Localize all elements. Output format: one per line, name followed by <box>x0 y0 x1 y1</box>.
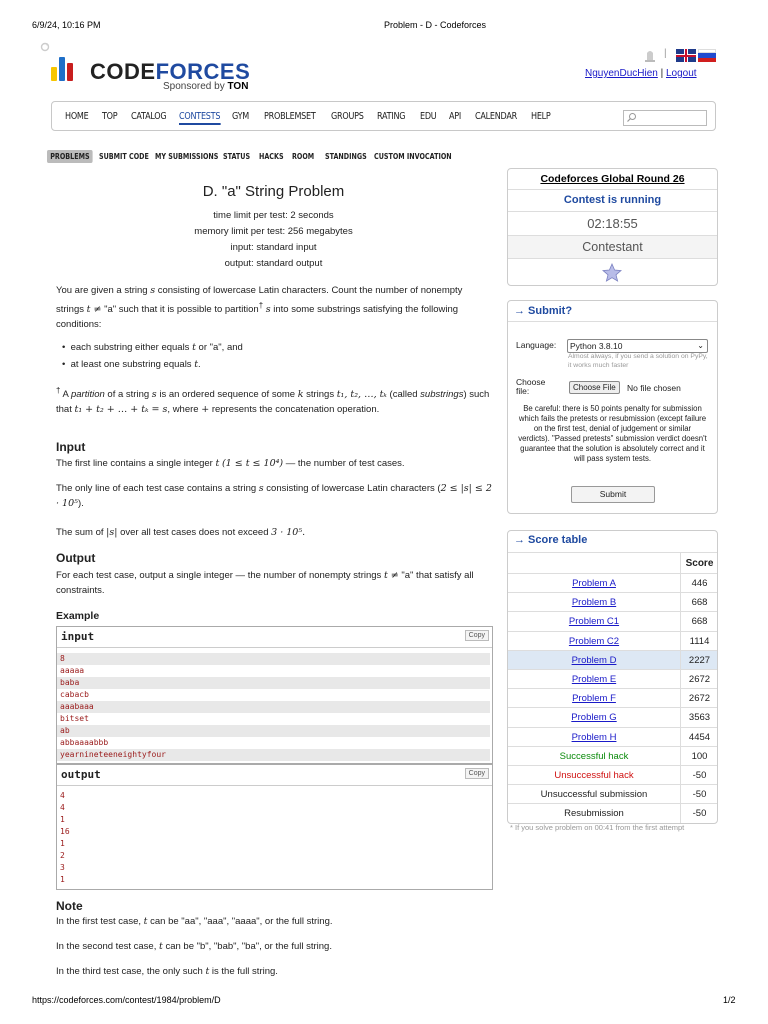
menu-gym[interactable]: GYM <box>232 111 249 122</box>
problem-title: D. "a" String Problem <box>202 183 345 200</box>
contest-role: Contestant <box>508 235 717 258</box>
score-row-name: Unsuccessful submission <box>540 789 648 801</box>
score-row-name[interactable]: Problem A <box>572 578 616 589</box>
score-row-value: 3563 <box>680 708 718 727</box>
menu-rating[interactable]: RATING <box>377 111 406 122</box>
score-footnote: * If you solve problem on 00:41 from the first attempt <box>510 823 685 832</box>
copy-output-button[interactable]: Copy <box>465 768 489 779</box>
condition-list <box>62 340 482 372</box>
list-item: • each substring either equals t or "a", and <box>62 342 243 353</box>
score-row <box>508 611 717 631</box>
reload-icon <box>40 42 50 54</box>
score-row <box>508 669 717 689</box>
notification-icon[interactable] <box>644 48 656 64</box>
print-doc-title: Problem - D - Codeforces <box>384 20 487 30</box>
print-datetime: 6/9/24, 10:16 PM <box>32 20 101 30</box>
example-output-line: 4 <box>60 791 65 800</box>
example-output-line: 2 <box>60 851 65 860</box>
example-output-label: output <box>61 768 101 781</box>
menu-contests[interactable]: CONTESTS <box>179 111 220 125</box>
memory-limit: memory limit per test: 256 megabytes <box>194 226 353 237</box>
example-output-line: 1 <box>60 839 65 848</box>
user-handle-link[interactable]: NguyenDucHien <box>585 68 658 79</box>
output-spec: output: standard output <box>224 258 323 269</box>
score-row-value: -50 <box>680 766 718 785</box>
note-line-2: In the second test case, t can be "b", "bab", "ba", or the full string. <box>56 941 332 952</box>
copy-input-button[interactable]: Copy <box>465 630 489 641</box>
menu-calendar[interactable]: CALENDAR <box>475 111 517 122</box>
print-page-number: 1/2 <box>723 995 736 1005</box>
penalty-warning: Be careful: there is 50 points penalty for submission which fails the pretests or resubmission (except failure on the first test, denial of judgement or similar verdicts). "Passed pretests" submission verdict doesn't guarantee that the solution is absolutely correct and it will pass system tests. <box>518 404 707 463</box>
score-row-name[interactable]: Problem G <box>571 712 617 724</box>
input-heading: Input <box>56 440 86 454</box>
example-output-line: 3 <box>60 863 65 872</box>
english-flag-icon[interactable] <box>676 49 696 62</box>
score-row <box>508 688 717 708</box>
menu-home[interactable]: HOME <box>65 111 89 122</box>
submenu-problems[interactable]: PROBLEMS <box>47 150 93 163</box>
score-row-value: 2672 <box>680 670 718 689</box>
example-input-line: aaabaaa <box>57 701 490 713</box>
user-links <box>585 68 697 79</box>
sponsor-line <box>163 81 248 92</box>
choose-file-button[interactable]: Choose File <box>569 381 620 394</box>
search-input[interactable] <box>623 110 707 126</box>
note-heading: Note <box>56 899 83 913</box>
score-row <box>508 573 717 593</box>
menu-problemset[interactable]: PROBLEMSET <box>264 111 316 122</box>
example-heading: Example <box>56 610 100 622</box>
submit-box <box>507 300 718 514</box>
submenu-room[interactable]: ROOM <box>292 152 315 161</box>
submit-heading[interactable]: → Submit? <box>514 305 573 317</box>
example-input-line: bitset <box>60 714 89 723</box>
score-row-value: -50 <box>680 804 718 823</box>
file-status: No file chosen <box>627 383 681 393</box>
score-row-value: 2672 <box>680 689 718 708</box>
score-row-value: 100 <box>680 747 718 766</box>
language-hint: Almost always, if you send a solution on PyPy, it works much faster <box>568 353 708 369</box>
score-row-value: 1114 <box>680 632 718 651</box>
score-row-name: Unsuccessful hack <box>554 770 634 781</box>
score-row <box>508 727 717 747</box>
score-row-name[interactable]: Problem E <box>571 674 617 685</box>
score-row <box>508 631 717 651</box>
submenu-status[interactable]: STATUS <box>223 152 251 161</box>
statement-paragraph: You are given a string s consisting of lowercase Latin characters. Count the number of nonempty strings t ≠ "a" such that it is possible to partition† s into some substrings satisfying the following conditions: <box>56 285 463 331</box>
chevron-down-icon: ⌄ <box>697 341 704 350</box>
score-row <box>508 765 717 785</box>
score-row-value: 446 <box>680 574 718 593</box>
search-icon <box>626 112 637 123</box>
contest-status: Contest is running <box>508 189 717 211</box>
language-label: Language: <box>516 340 557 350</box>
score-row-value: -50 <box>680 785 718 804</box>
example-output-box <box>56 764 493 890</box>
example-output-line: 1 <box>60 815 65 824</box>
input-paragraph-2: The only line of each test case contains a string s consisting of lowercase Latin characters (2 ≤ |s| ≤ 2 · 10⁵). <box>56 483 492 509</box>
example-input-line: abbaaaabbb <box>60 738 109 747</box>
submenu-hacks[interactable]: HACKS <box>259 152 284 161</box>
file-label: Choose file: <box>516 377 546 396</box>
menu-groups[interactable]: GROUPS <box>331 111 364 122</box>
score-row-name[interactable]: Problem F <box>572 693 616 705</box>
example-output-line: 4 <box>60 803 65 812</box>
logo-text-code: CODE <box>90 59 156 84</box>
example-output-line: 16 <box>60 827 70 836</box>
example-output-line: 1 <box>60 875 65 884</box>
partition-footnote: † A partition of a string s is an ordered sequence of some k strings t₁, t₂, …, tₖ (called substrings) such that t₁ + t₂ + … + tₖ = s, where + represents the concatenation operation. <box>56 386 490 416</box>
score-row-name[interactable]: Problem C2 <box>568 635 620 647</box>
score-table-box <box>507 530 718 824</box>
icon-separator: | <box>664 48 667 59</box>
logout-link[interactable]: Logout <box>666 68 697 79</box>
star-icon[interactable] <box>602 263 622 282</box>
user-separator: | <box>660 68 664 79</box>
list-item: • at least one substring equals t. <box>62 359 201 370</box>
output-heading: Output <box>56 551 96 565</box>
menu-top[interactable]: TOP <box>102 111 118 122</box>
menu-help[interactable]: HELP <box>531 111 551 122</box>
language-value: Python 3.8.10 <box>570 341 623 351</box>
example-input-line: baba <box>57 677 490 689</box>
submenu-submit-code[interactable]: SUBMIT CODE <box>99 152 149 161</box>
score-row-value: 4454 <box>680 728 718 747</box>
example-input-line: 8 <box>57 653 490 665</box>
score-row-name: Resubmission <box>564 808 624 820</box>
score-row <box>508 592 717 612</box>
score-row <box>508 650 717 670</box>
menu-api[interactable]: API <box>449 111 462 122</box>
score-row <box>508 707 717 727</box>
score-table-heading[interactable]: → Score table <box>514 534 588 546</box>
example-input-line: yearnineteeneightyfour <box>57 749 490 761</box>
example-input-line: cabacb <box>60 690 89 699</box>
russian-flag-icon[interactable] <box>698 49 716 62</box>
example-input-line: aaaaa <box>60 666 85 675</box>
print-url: https://codeforces.com/contest/1984/problem/D <box>32 995 221 1005</box>
example-input-label: input <box>61 630 95 643</box>
score-row-value: 668 <box>680 593 718 612</box>
example-input-box <box>56 626 493 764</box>
logo-text-forces: FORCES <box>155 59 251 84</box>
logo-bars-icon <box>51 55 81 81</box>
sponsor-name: TON <box>227 81 249 92</box>
submit-button[interactable]: Submit <box>571 486 655 503</box>
score-row-name[interactable]: Problem H <box>571 731 617 743</box>
score-row <box>508 746 717 766</box>
score-row-name[interactable]: Problem C1 <box>568 616 620 628</box>
score-row <box>508 803 717 823</box>
input-paragraph-3: The sum of |s| over all test cases does not exceed 3 · 10⁵. <box>56 527 306 538</box>
note-line-3: In the third test case, the only such t is the full string. <box>56 966 278 977</box>
submenu-custom-invocation[interactable]: CUSTOM INVOCATION <box>374 152 452 161</box>
contest-name-link[interactable]: Codeforces Global Round 26 <box>540 173 685 185</box>
score-column-header: Score <box>680 553 718 574</box>
output-paragraph: For each test case, output a single integer — the number of nonempty strings t ≠ "a" that satisfy all constraints. <box>56 570 474 596</box>
example-input-line: ab <box>57 725 490 737</box>
input-spec: input: standard input <box>230 242 317 253</box>
score-row-name[interactable]: Problem B <box>571 597 617 609</box>
main-menu <box>51 101 716 131</box>
contest-timer: 02:18:55 <box>508 211 717 235</box>
score-row-value: 668 <box>680 612 718 631</box>
score-row <box>508 784 717 804</box>
score-row-name[interactable]: Problem D <box>571 654 617 666</box>
score-row-name: Successful hack <box>559 750 629 762</box>
submenu-my-submissions[interactable]: MY SUBMISSIONS <box>155 152 219 161</box>
contest-box <box>507 168 718 286</box>
submenu-standings[interactable]: STANDINGS <box>325 152 367 161</box>
note-line-1: In the first test case, t can be "aa", "aaa", "aaaa", or the full string. <box>56 916 333 927</box>
time-limit: time limit per test: 2 seconds <box>213 210 334 221</box>
favourite-row <box>508 258 717 286</box>
problem-limits <box>56 208 491 272</box>
menu-edu[interactable]: EDU <box>420 111 437 122</box>
sponsor-prefix: Sponsored by <box>163 81 225 92</box>
language-select[interactable] <box>567 339 708 353</box>
menu-catalog[interactable]: CATALOG <box>131 111 167 122</box>
score-row-value: 2227 <box>680 651 718 670</box>
input-paragraph-1: The first line contains a single integer t (1 ≤ t ≤ 10⁴) — the number of test cases. <box>56 458 405 469</box>
